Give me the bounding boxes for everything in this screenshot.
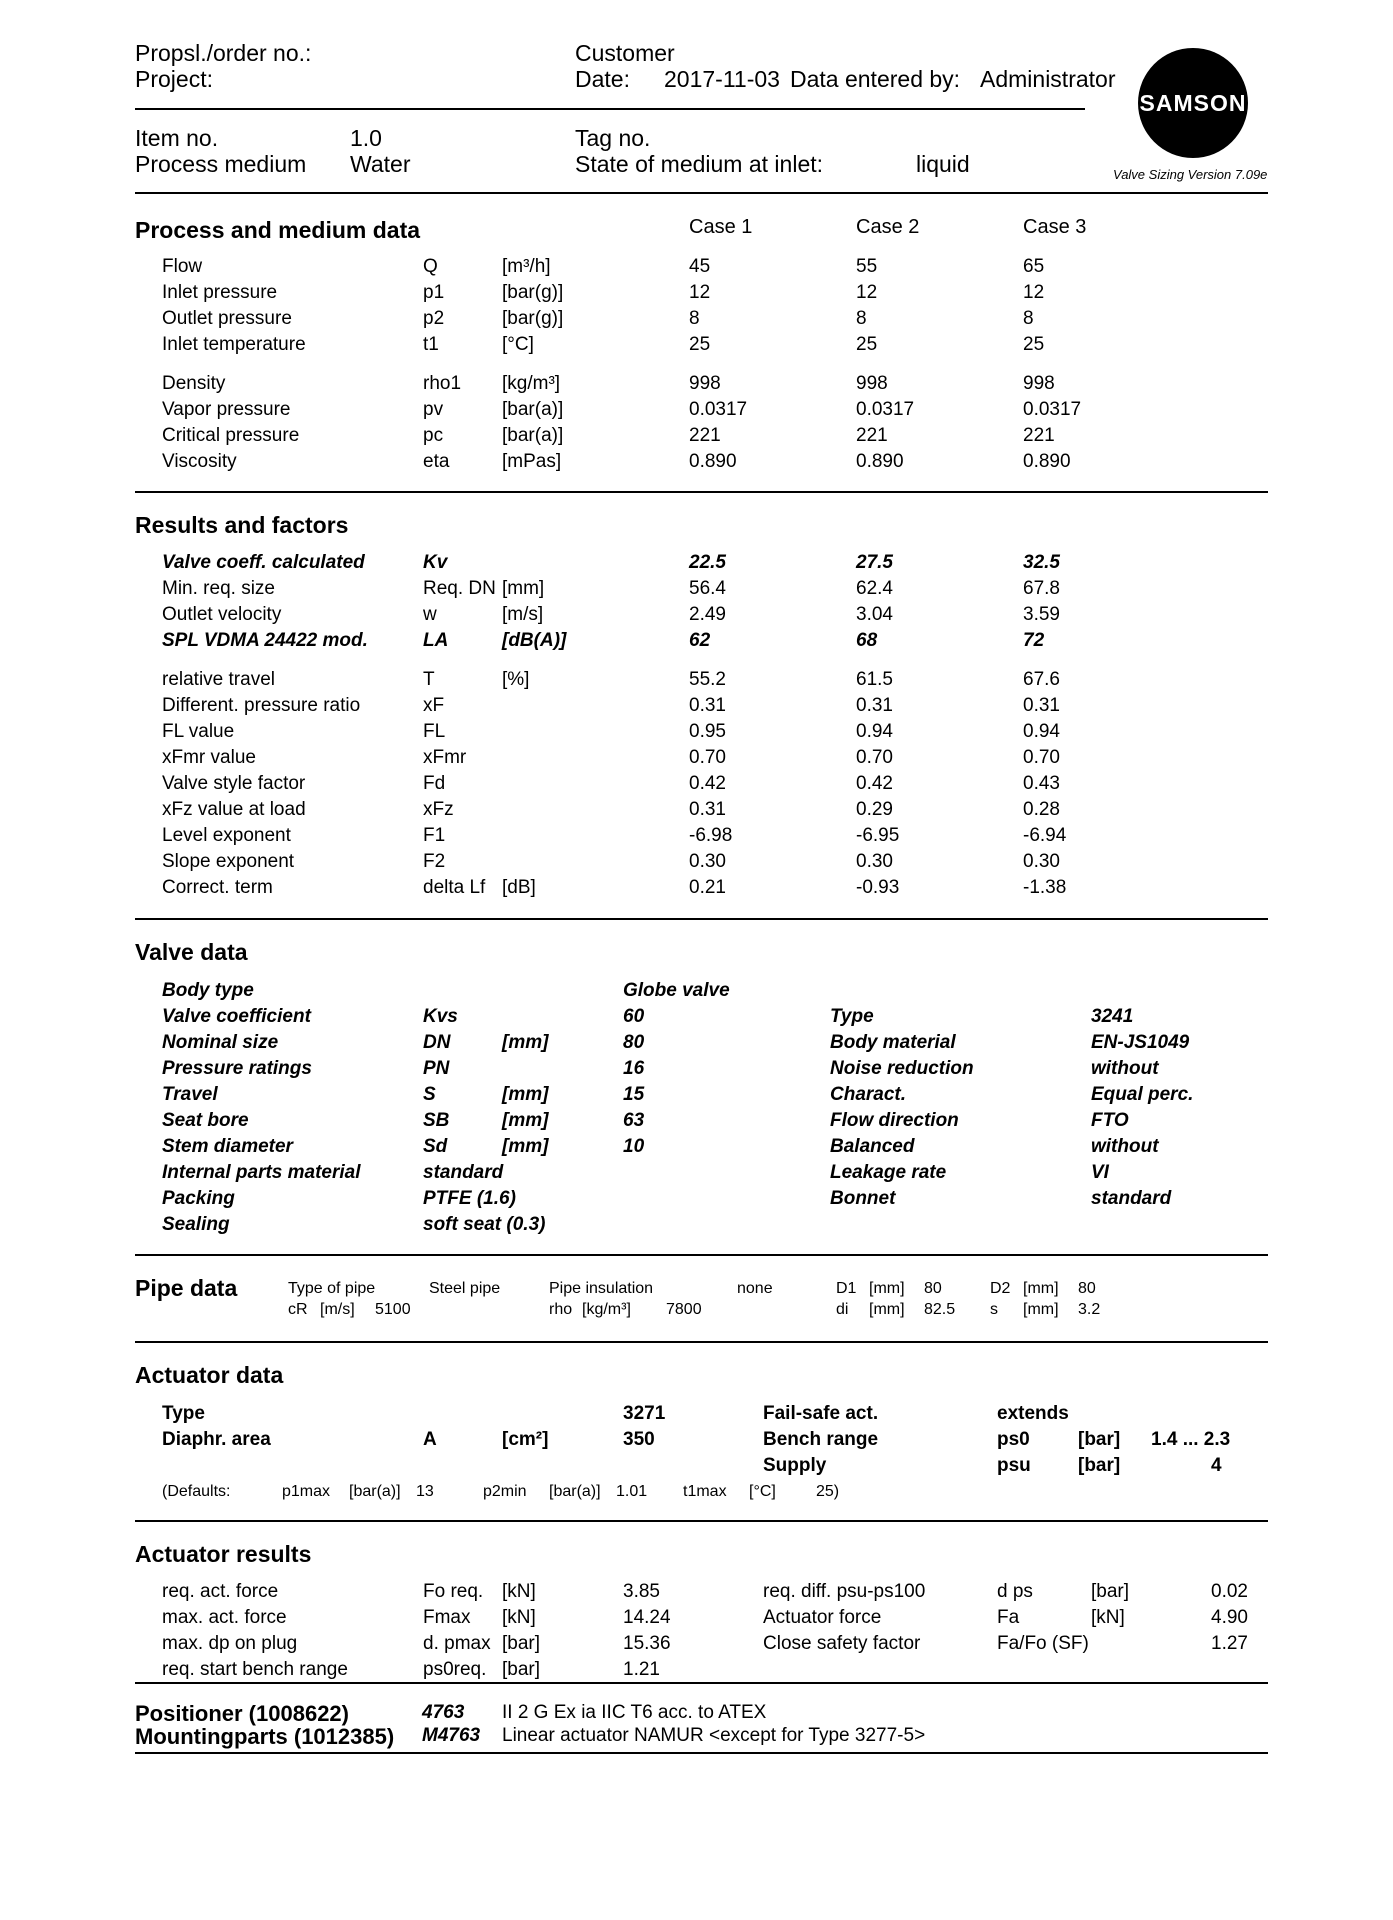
result-row-case3: 67.6 xyxy=(1023,669,1060,690)
valve-row-value: 16 xyxy=(623,1058,645,1079)
medium-value: Water xyxy=(350,151,411,177)
s-value: 3.2 xyxy=(1078,1301,1101,1318)
valve-row-symbol: PTFE (1.6) xyxy=(423,1188,516,1209)
version-text: Valve Sizing Version 7.09e xyxy=(1113,167,1268,182)
process-row-unit: [bar(a)] xyxy=(502,399,564,420)
result-row-symbol: F1 xyxy=(423,825,446,846)
process-row-symbol: p2 xyxy=(423,308,445,329)
process-row-case3: 8 xyxy=(1023,308,1034,329)
process-row-symbol: pv xyxy=(423,399,444,420)
act-results-title: Actuator results xyxy=(135,1541,312,1567)
valve-spec-value: 3241 xyxy=(1091,1006,1134,1027)
act-result-unit: [bar] xyxy=(502,1633,541,1654)
result-row-case2: 0.31 xyxy=(856,695,893,716)
process-row-case3: 221 xyxy=(1023,425,1055,446)
result-row-case2: 0.30 xyxy=(856,851,893,872)
valve-row-symbol: standard xyxy=(423,1162,504,1183)
cr-value: 5100 xyxy=(375,1301,411,1318)
result-row-symbol: LA xyxy=(423,630,449,651)
date-value: 2017-11-03 xyxy=(664,66,780,92)
act-result-value: 14.24 xyxy=(623,1607,671,1628)
valve-spec-name: Charact. xyxy=(830,1084,907,1105)
failsafe-label: Fail-safe act. xyxy=(763,1403,879,1424)
result-row-case2: 61.5 xyxy=(856,669,893,690)
act-result-unit: [kN] xyxy=(502,1607,536,1628)
divider xyxy=(135,1341,1268,1343)
act-result-name: Close safety factor xyxy=(763,1633,921,1654)
item-label: Item no. xyxy=(135,125,219,151)
valve-row-name: Nominal size xyxy=(162,1032,279,1053)
result-row-case3: 3.59 xyxy=(1023,604,1060,625)
t1max-unit: [°C] xyxy=(749,1483,776,1500)
result-row-case1: 22.5 xyxy=(689,552,726,573)
valve-spec-value: Equal perc. xyxy=(1091,1084,1194,1105)
result-row-case1: 0.70 xyxy=(689,747,726,768)
valve-row-symbol: S xyxy=(423,1084,436,1105)
divider xyxy=(135,491,1268,493)
valve-row-unit: [mm] xyxy=(502,1032,549,1053)
act-result-symbol: d ps xyxy=(997,1581,1033,1602)
process-row-name: Outlet pressure xyxy=(162,308,292,329)
process-row-case1: 0.890 xyxy=(689,451,737,472)
medium-label: Process medium xyxy=(135,151,307,177)
valve-row-symbol: DN xyxy=(423,1032,451,1053)
p1max-label: p1max xyxy=(282,1483,331,1500)
d1-value: 80 xyxy=(924,1280,942,1297)
pipe-insulation-label: Pipe insulation xyxy=(549,1280,654,1297)
di-value: 82.5 xyxy=(924,1301,956,1318)
result-row-case1: 0.42 xyxy=(689,773,726,794)
result-row-unit: [mm] xyxy=(502,578,545,599)
rho-label: rho xyxy=(549,1301,573,1318)
process-row-case3: 998 xyxy=(1023,373,1055,394)
valve-spec-value: without xyxy=(1091,1136,1159,1157)
result-row-unit: [m/s] xyxy=(502,604,544,625)
p1max-value: 13 xyxy=(416,1483,434,1500)
case-1-header: Case 1 xyxy=(689,216,753,238)
case-3-header: Case 3 xyxy=(1023,216,1087,238)
result-row-unit: [dB] xyxy=(502,877,536,898)
actuator-type-value: 3271 xyxy=(623,1403,666,1424)
date-label: Date: xyxy=(575,66,630,92)
process-row-unit: [°C] xyxy=(502,334,534,355)
act-result-value: 1.21 xyxy=(623,1659,660,1680)
di-label: di xyxy=(836,1301,849,1318)
bench-value: 1.4 ... 2.3 xyxy=(1151,1429,1231,1450)
result-row-symbol: Fd xyxy=(423,773,446,794)
result-row-case2: 3.04 xyxy=(856,604,893,625)
pipe-title: Pipe data xyxy=(135,1275,238,1301)
valve-spec-value: standard xyxy=(1091,1188,1172,1209)
act-result-name: req. act. force xyxy=(162,1581,279,1602)
process-row-case3: 25 xyxy=(1023,334,1045,355)
act-result-symbol: Fa/Fo (SF) xyxy=(997,1633,1089,1654)
result-row-case3: -1.38 xyxy=(1023,877,1067,898)
valve-row-value: 10 xyxy=(623,1136,645,1157)
process-row-case1: 8 xyxy=(689,308,700,329)
result-row-case3: 67.8 xyxy=(1023,578,1060,599)
result-row-name: Valve style factor xyxy=(162,773,306,794)
result-row-case2: 0.42 xyxy=(856,773,893,794)
act-result-value: 4.90 xyxy=(1211,1607,1248,1628)
valve-row-name: Pressure ratings xyxy=(162,1058,312,1079)
result-row-case3: 0.30 xyxy=(1023,851,1060,872)
result-row-symbol: xFmr xyxy=(423,747,467,768)
result-row-case1: 2.49 xyxy=(689,604,726,625)
bench-sym: ps0 xyxy=(997,1429,1030,1450)
d2-value: 80 xyxy=(1078,1280,1096,1297)
result-row-symbol: Req. DN xyxy=(423,578,496,599)
state-label: State of medium at inlet: xyxy=(575,151,824,177)
process-row-name: Density xyxy=(162,373,226,394)
process-row-name: Flow xyxy=(162,256,203,277)
positioner-desc: II 2 G Ex ia IIC T6 acc. to ATEX xyxy=(502,1702,767,1723)
supply-sym: psu xyxy=(997,1455,1031,1476)
process-row-symbol: Q xyxy=(423,256,438,277)
process-row-case2: 12 xyxy=(856,282,878,303)
pipe-type-label: Type of pipe xyxy=(288,1280,376,1297)
valve-spec-value: FTO xyxy=(1091,1110,1129,1131)
act-result-value: 1.27 xyxy=(1211,1633,1248,1654)
result-row-unit: [%] xyxy=(502,669,530,690)
act-result-symbol: d. pmax xyxy=(423,1633,491,1654)
process-row-case1: 0.0317 xyxy=(689,399,748,420)
act-result-unit: [kN] xyxy=(502,1581,536,1602)
area-label: Diaphr. area xyxy=(162,1429,271,1450)
result-row-symbol: Kv xyxy=(423,552,448,573)
valve-spec-name: Balanced xyxy=(830,1136,915,1157)
entered-by-value: Administrator xyxy=(980,66,1116,92)
act-result-value: 15.36 xyxy=(623,1633,671,1654)
pipe-type-value: Steel pipe xyxy=(429,1280,501,1297)
result-row-name: Outlet velocity xyxy=(162,604,282,625)
result-row-case3: 0.28 xyxy=(1023,799,1060,820)
t1max-value: 25) xyxy=(816,1483,840,1500)
act-result-name: req. diff. psu-ps100 xyxy=(763,1581,926,1602)
act-result-symbol: Fo req. xyxy=(423,1581,484,1602)
act-result-value: 0.02 xyxy=(1211,1581,1248,1602)
supply-unit: [bar] xyxy=(1078,1455,1121,1476)
bench-label: Bench range xyxy=(763,1429,879,1450)
result-row-case2: 68 xyxy=(856,630,878,651)
process-row-case3: 0.890 xyxy=(1023,451,1071,472)
valve-row-value: 63 xyxy=(623,1110,645,1131)
header-divider xyxy=(135,108,1085,110)
valve-row-symbol: PN xyxy=(423,1058,450,1079)
valve-row-unit: [mm] xyxy=(502,1136,549,1157)
process-row-case3: 12 xyxy=(1023,282,1045,303)
result-row-symbol: xFz xyxy=(423,799,454,820)
divider xyxy=(135,1752,1268,1754)
divider xyxy=(135,918,1268,920)
act-result-name: max. act. force xyxy=(162,1607,287,1628)
process-row-symbol: rho1 xyxy=(423,373,462,394)
cr-unit: [m/s] xyxy=(320,1301,355,1318)
result-row-case3: 0.70 xyxy=(1023,747,1060,768)
body-type-value: Globe valve xyxy=(623,980,730,1001)
result-row-name: Correct. term xyxy=(162,877,273,898)
area-unit: [cm²] xyxy=(502,1429,549,1450)
divider xyxy=(135,1520,1268,1522)
positioner-code: 4763 xyxy=(422,1702,465,1723)
result-row-symbol: FL xyxy=(423,721,446,742)
valve-spec-name: Bonnet xyxy=(830,1188,896,1209)
actuator-type-label: Type xyxy=(162,1403,205,1424)
actuator-title: Actuator data xyxy=(135,1362,284,1388)
valve-row-name: Internal parts material xyxy=(162,1162,361,1183)
result-row-case2: 0.94 xyxy=(856,721,893,742)
result-row-case1: 0.31 xyxy=(689,799,726,820)
logo-text: SAMSON xyxy=(1139,89,1247,116)
process-row-name: Inlet pressure xyxy=(162,282,278,303)
t1max-label: t1max xyxy=(683,1483,727,1500)
valve-row-unit: [mm] xyxy=(502,1084,549,1105)
p2min-value: 1.01 xyxy=(616,1483,648,1500)
result-row-name: FL value xyxy=(162,721,235,742)
result-row-case1: 0.31 xyxy=(689,695,726,716)
result-row-case1: 56.4 xyxy=(689,578,726,599)
supply-value: 4 xyxy=(1211,1455,1222,1476)
valve-spec-name: Flow direction xyxy=(830,1110,959,1131)
process-row-case3: 65 xyxy=(1023,256,1045,277)
result-row-case3: -6.94 xyxy=(1023,825,1067,846)
process-row-case2: 221 xyxy=(856,425,888,446)
valve-spec-value: without xyxy=(1091,1058,1159,1079)
defaults-label: (Defaults: xyxy=(162,1483,231,1500)
valve-row-value: 80 xyxy=(623,1032,645,1053)
result-row-case3: 0.43 xyxy=(1023,773,1060,794)
supply-label: Supply xyxy=(763,1455,827,1476)
valve-spec-value: EN-JS1049 xyxy=(1091,1032,1190,1053)
divider xyxy=(135,1682,1268,1684)
result-row-case2: -6.95 xyxy=(856,825,900,846)
valve-row-symbol: Sd xyxy=(423,1136,448,1157)
d2-label: D2 xyxy=(990,1280,1011,1297)
process-row-unit: [mPas] xyxy=(502,451,562,472)
process-row-name: Vapor pressure xyxy=(162,399,291,420)
customer-label: Customer xyxy=(575,40,675,66)
process-row-name: Critical pressure xyxy=(162,425,300,446)
rho-value: 7800 xyxy=(666,1301,702,1318)
result-row-name: Different. pressure ratio xyxy=(162,695,361,716)
result-row-name: Min. req. size xyxy=(162,578,275,599)
valve-spec-name: Noise reduction xyxy=(830,1058,974,1079)
valve-row-name: Sealing xyxy=(162,1214,230,1235)
valve-row-name: Travel xyxy=(162,1084,218,1105)
valve-row-unit: [mm] xyxy=(502,1110,549,1131)
results-title: Results and factors xyxy=(135,512,349,538)
valve-row-symbol: Kvs xyxy=(423,1006,458,1027)
result-row-case3: 0.94 xyxy=(1023,721,1060,742)
process-row-unit: [kg/m³] xyxy=(502,373,561,394)
process-row-case2: 25 xyxy=(856,334,878,355)
act-result-name: Actuator force xyxy=(763,1607,882,1628)
valve-row-name: Stem diameter xyxy=(162,1136,293,1157)
process-row-case2: 55 xyxy=(856,256,878,277)
s-unit: [mm] xyxy=(1023,1301,1059,1318)
valve-row-name: Valve coefficient xyxy=(162,1006,311,1027)
process-row-unit: [bar(g)] xyxy=(502,308,564,329)
bench-unit: [bar] xyxy=(1078,1429,1121,1450)
result-row-case1: -6.98 xyxy=(689,825,733,846)
divider xyxy=(135,1254,1268,1256)
process-row-unit: [bar(g)] xyxy=(502,282,564,303)
result-row-name: xFmr value xyxy=(162,747,256,768)
process-row-case1: 45 xyxy=(689,256,711,277)
result-row-name: Level exponent xyxy=(162,825,291,846)
process-row-case2: 8 xyxy=(856,308,867,329)
valve-row-name: Seat bore xyxy=(162,1110,249,1131)
failsafe-value: extends xyxy=(997,1403,1069,1424)
result-row-case3: 72 xyxy=(1023,630,1045,651)
result-row-name: Valve coeff. calculated xyxy=(162,552,365,573)
act-result-symbol: Fa xyxy=(997,1607,1020,1628)
valve-row-value: 60 xyxy=(623,1006,645,1027)
valve-row-name: Packing xyxy=(162,1188,235,1209)
process-row-case1: 25 xyxy=(689,334,711,355)
mounting-label: Mountingparts (1012385) xyxy=(135,1724,395,1749)
result-row-case2: 62.4 xyxy=(856,578,893,599)
process-row-case2: 0.890 xyxy=(856,451,904,472)
act-result-symbol: ps0req. xyxy=(423,1659,487,1680)
act-result-unit: [kN] xyxy=(1091,1607,1125,1628)
process-row-symbol: p1 xyxy=(423,282,445,303)
case-2-header: Case 2 xyxy=(856,216,920,238)
positioner-label: Positioner (1008622) xyxy=(135,1701,349,1726)
tag-label: Tag no. xyxy=(575,125,651,151)
rho-unit: [kg/m³] xyxy=(582,1301,631,1318)
d1-unit: [mm] xyxy=(869,1280,905,1297)
result-row-symbol: delta Lf xyxy=(423,877,486,898)
process-row-case1: 12 xyxy=(689,282,711,303)
result-row-name: SPL VDMA 24422 mod. xyxy=(162,630,368,651)
result-row-case3: 32.5 xyxy=(1023,552,1060,573)
s-label: s xyxy=(990,1301,998,1318)
process-row-unit: [bar(a)] xyxy=(502,425,564,446)
process-row-name: Viscosity xyxy=(162,451,237,472)
process-row-case2: 0.0317 xyxy=(856,399,915,420)
order-label: Propsl./order no.: xyxy=(135,40,312,66)
result-row-case3: 0.31 xyxy=(1023,695,1060,716)
d1-label: D1 xyxy=(836,1280,857,1297)
act-result-name: req. start bench range xyxy=(162,1659,348,1680)
result-row-symbol: T xyxy=(423,669,435,690)
result-row-name: relative travel xyxy=(162,669,275,690)
p2min-label: p2min xyxy=(483,1483,527,1500)
result-row-case2: 0.29 xyxy=(856,799,893,820)
di-unit: [mm] xyxy=(869,1301,905,1318)
act-result-unit: [bar] xyxy=(502,1659,541,1680)
p2min-unit: [bar(a)] xyxy=(549,1483,601,1500)
valve-spec-name: Type xyxy=(830,1006,874,1027)
process-row-symbol: pc xyxy=(423,425,444,446)
act-result-symbol: Fmax xyxy=(423,1607,471,1628)
process-row-case3: 0.0317 xyxy=(1023,399,1082,420)
valve-row-symbol: SB xyxy=(423,1110,450,1131)
process-row-case1: 998 xyxy=(689,373,721,394)
cr-label: cR xyxy=(288,1301,308,1318)
act-result-unit: [bar] xyxy=(1091,1581,1130,1602)
process-row-symbol: eta xyxy=(423,451,450,472)
process-row-symbol: t1 xyxy=(423,334,439,355)
d2-unit: [mm] xyxy=(1023,1280,1059,1297)
result-row-symbol: w xyxy=(423,604,437,625)
mounting-desc: Linear actuator NAMUR <except for Type 3277-5> xyxy=(502,1725,926,1746)
area-sym: A xyxy=(423,1429,437,1450)
result-row-case1: 0.95 xyxy=(689,721,726,742)
result-row-name: xFz value at load xyxy=(162,799,306,820)
body-type-label: Body type xyxy=(162,980,254,1001)
result-row-case1: 0.21 xyxy=(689,877,726,898)
result-row-unit: [dB(A)] xyxy=(502,630,567,651)
item-value: 1.0 xyxy=(350,125,382,151)
entered-by-label: Data entered by: xyxy=(790,66,961,92)
divider xyxy=(135,192,1268,194)
mounting-code: M4763 xyxy=(422,1725,481,1746)
samson-logo xyxy=(1138,48,1248,158)
act-result-value: 3.85 xyxy=(623,1581,660,1602)
valve-spec-value: VI xyxy=(1091,1162,1109,1183)
act-result-name: max. dp on plug xyxy=(162,1633,298,1654)
valve-row-value: 15 xyxy=(623,1084,645,1105)
result-row-case1: 55.2 xyxy=(689,669,726,690)
pipe-insulation-value: none xyxy=(737,1280,773,1297)
valve-spec-name: Leakage rate xyxy=(830,1162,947,1183)
process-title: Process and medium data xyxy=(135,217,421,243)
process-row-case2: 998 xyxy=(856,373,888,394)
result-row-case2: 27.5 xyxy=(856,552,893,573)
result-row-symbol: xF xyxy=(423,695,445,716)
valve-title: Valve data xyxy=(135,939,248,965)
valve-spec-name: Body material xyxy=(830,1032,956,1053)
process-row-unit: [m³/h] xyxy=(502,256,551,277)
state-value: liquid xyxy=(916,151,970,177)
project-label: Project: xyxy=(135,66,213,92)
result-row-case2: 0.70 xyxy=(856,747,893,768)
result-row-case1: 0.30 xyxy=(689,851,726,872)
result-row-name: Slope exponent xyxy=(162,851,295,872)
process-row-case1: 221 xyxy=(689,425,721,446)
result-row-case2: -0.93 xyxy=(856,877,900,898)
valve-row-symbol: soft seat (0.3) xyxy=(423,1214,546,1235)
result-row-case1: 62 xyxy=(689,630,711,651)
process-row-name: Inlet temperature xyxy=(162,334,306,355)
result-row-symbol: F2 xyxy=(423,851,446,872)
p1max-unit: [bar(a)] xyxy=(349,1483,401,1500)
area-value: 350 xyxy=(623,1429,655,1450)
